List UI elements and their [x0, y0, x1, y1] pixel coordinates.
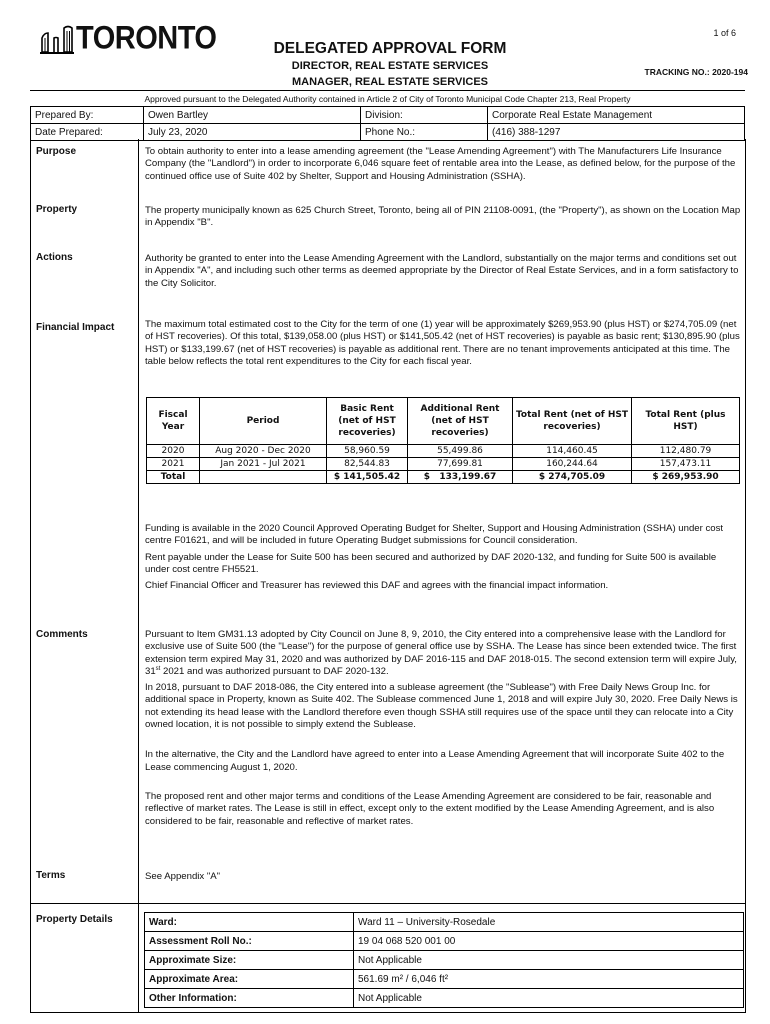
detail-key: Approximate Size:: [145, 951, 354, 970]
prepared-by-label: Prepared By:: [31, 107, 144, 124]
detail-key: Ward:: [145, 913, 354, 932]
form-subtitle-director: DIRECTOR, REAL ESTATE SERVICES: [291, 60, 489, 72]
table-row: [145, 913, 744, 932]
detail-value: Not Applicable: [354, 989, 744, 1008]
row-total-net: 114,460.45: [513, 445, 632, 458]
funding-note-2: Rent payable under the Lease for Suite 500 has been secured and authorized by DAF 2020-132, and funding for Suite 500 is available under cost centre FH5521.: [145, 551, 717, 575]
comments-paragraph-4: The proposed rent and other major terms and conditions of the Lease Amending Agreement are considered to be fair, reasonable and reflective of market rates. The Lease is still in effect, except only to the extent modified by the Lease Amending Agreement, and is also considered to be fair, reasonable and reflective of market rates.: [145, 790, 715, 827]
purpose-label: Purpose: [36, 146, 77, 157]
detail-value: Ward 11 – University-Rosedale: [354, 913, 744, 932]
section-rule: [30, 903, 745, 904]
detail-value: Not Applicable: [354, 951, 744, 970]
col-additional-rent: Additional Rent (net of HST recoveries): [408, 398, 513, 445]
col-total-net: Total Rent (net of HST recoveries): [513, 398, 632, 445]
row-additional: 55,499.86: [408, 445, 513, 458]
detail-key: Assessment Roll No.:: [145, 932, 354, 951]
comments-paragraph-3: In the alternative, the City and the Landlord have agreed to enter into a Lease Amending Agreement that will incorporate Suite 402 to the Lease commencing August 1, 2020.: [145, 749, 725, 773]
rent-expenditure-table: [146, 397, 740, 484]
detail-value: 561.69 m² / 6,046 ft²: [354, 970, 744, 989]
comments-1-sup: st: [155, 665, 161, 672]
comments-paragraph-1: [145, 629, 741, 678]
row-basic: 58,960.59: [327, 445, 408, 458]
division-value: Corporate Real Estate Management: [488, 107, 745, 124]
comments-label: Comments: [36, 629, 88, 640]
division-label: Division:: [361, 107, 488, 124]
comments-text: [145, 629, 741, 828]
row-period: Aug 2020 - Dec 2020: [200, 445, 327, 458]
comments-1b: 2021 and was authorized pursuant to DAF 2020-132.: [160, 665, 389, 677]
property-details-table: [144, 912, 744, 1008]
table-row: [145, 951, 744, 970]
comments-paragraph-2: In 2018, pursuant to DAF 2018-086, the City entered into a sublease agreement (the "Sublease") with Free Daily News Group Inc. for additional space in Property, known as Suite 402. The Sublease commenced June 1, 2018 and will expire July 30, 2020. Free Daily News is not extending its head lease with the Landlord therefore even though SSHA still requires use of the space until they can relocate into a City owned location, it is not possible to simply extend the Sublease.: [145, 682, 738, 731]
total-additional: $ 133,199.67: [408, 471, 513, 484]
financial-impact-text: The maximum total estimated cost to the City for the term of one (1) year will be approximately $269,953.90 (plus HST) or $274,705.09 (net of HST recoveries). Of this total, $139,058.00 (plus HST) or $141,505.42 (net of HST recoveries) is payable as basic rent; $130,895.90 (plus HST) or $133,199.67 (net of HST recoveries) is payable as additional rent. There are no tenant improvements anticipated at this time. The table below reflects the total rent expenditures to the City for each fiscal year.: [145, 319, 740, 367]
total-net: $ 274,705.09: [513, 471, 632, 484]
funding-notes: [145, 523, 741, 592]
table-row: [147, 445, 740, 458]
total-label: Total: [147, 471, 200, 484]
date-value: July 23, 2020: [144, 124, 361, 141]
row-basic: 82,544.83: [327, 458, 408, 471]
property-text: The property municipally known as 625 Church Street, Toronto, being all of PIN 21108-0091, (the "Property"), as shown on the Location Map in Appendix "B".: [145, 205, 741, 229]
comments-1a: Pursuant to Item GM31.13 adopted by City Council on June 8, 9, 2010, the City entered into a comprehensive lease with the Landlord for exclusive use of Suite 500 (the "Lease") for the purpose of general office use by SSHA. The Lease has since been extended twice. The first extension term expired May 31, 2020 and was authorized by DAF 2016-115 and DAF 2018-015. The second extension term will expire July, 31: [145, 629, 737, 677]
phone-value: (416) 388-1297: [488, 124, 745, 141]
prepared-by-value: Owen Bartley: [144, 107, 361, 124]
row-total-net: 160,244.64: [513, 458, 632, 471]
financial-impact-label: Financial Impact: [36, 322, 115, 333]
detail-key: Other Information:: [145, 989, 354, 1008]
terms-text: See Appendix "A": [145, 871, 221, 882]
total-plus: $ 269,953.90: [632, 471, 740, 484]
total-basic: $ 141,505.42: [327, 471, 408, 484]
col-fiscal-year: Fiscal Year: [147, 398, 200, 445]
row-year: 2021: [147, 458, 200, 471]
label-column-divider: [138, 139, 139, 1012]
property-details-label: Property Details: [36, 914, 113, 925]
tracking-number: TRACKING NO.: 2020-194: [644, 67, 748, 77]
row-year: 2020: [147, 445, 200, 458]
table-row: [145, 989, 744, 1008]
table-row: [145, 970, 744, 989]
page-number: 1 of 6: [713, 28, 736, 38]
preparer-table: [30, 106, 745, 141]
date-label: Date Prepared:: [31, 124, 144, 141]
table-total-row: [147, 471, 740, 484]
row-period: Jan 2021 - Jul 2021: [200, 458, 327, 471]
table-row: [145, 932, 744, 951]
row-total-plus: 157,473.11: [632, 458, 740, 471]
col-period: Period: [200, 398, 327, 445]
row-total-plus: 112,480.79: [632, 445, 740, 458]
actions-label: Actions: [36, 252, 73, 263]
actions-text: Authority be granted to enter into the Lease Amending Agreement with the Landlord, substantially on the major terms and conditions set out in Appendix "A", and including such other terms as deemed appropriate by the Director of Real Estate Services, and in a form satisfactory to the City Solicitor.: [145, 253, 739, 289]
detail-value: 19 04 068 520 001 00: [354, 932, 744, 951]
row-additional: 77,699.81: [408, 458, 513, 471]
funding-note-1: Funding is available in the 2020 Council Approved Operating Budget for Shelter, Support and Housing Administration (SSHA) under cost centre F01621, and will be included in future Operating Budget submissions for Council consideration.: [145, 523, 724, 547]
form-title: DELEGATED APPROVAL FORM: [273, 40, 507, 57]
purpose-text: To obtain authority to enter into a lease amending agreement (the "Lease Amending Agreement") with The Manufacturers Life Insurance Company (the "Landlord") in order to incorporate 6,046 square feet of rentable area into the Lease, as defined below, for the purpose of the continued office use of Suite 402 by Shelter, Support and Housing Administration (SSHA).: [145, 146, 736, 182]
table-row: [147, 458, 740, 471]
form-subtitle-manager: MANAGER, REAL ESTATE SERVICES: [292, 76, 488, 88]
col-total-plus: Total Rent (plus HST): [632, 398, 740, 445]
detail-key: Approximate Area:: [145, 970, 354, 989]
property-label: Property: [36, 204, 78, 215]
total-period: [200, 471, 327, 484]
logo-wordmark: TORONTO: [76, 20, 217, 57]
col-basic-rent: Basic Rent (net of HST recoveries): [327, 398, 408, 445]
phone-label: Phone No.:: [361, 124, 488, 141]
terms-label: Terms: [36, 870, 66, 881]
funding-note-3: Chief Financial Officer and Treasurer has reviewed this DAF and agrees with the financial impact information.: [145, 580, 609, 592]
approved-authority-line: Approved pursuant to the Delegated Authority contained in Article 2 of City of Toronto Municipal Code Chapter 213, Real Property: [30, 90, 745, 104]
